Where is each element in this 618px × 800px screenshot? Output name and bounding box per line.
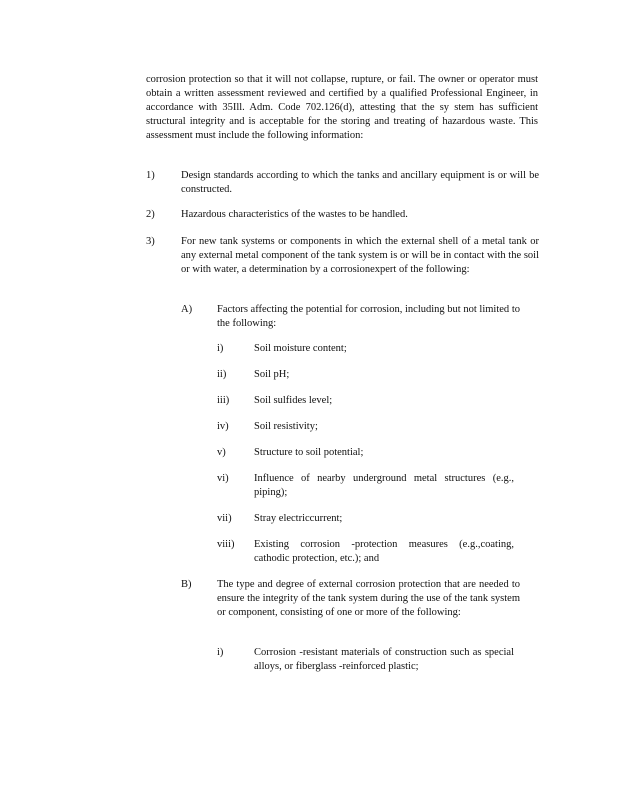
- sub-a-item-text: Influence of nearby underground metal structures (e.g., piping);: [254, 473, 514, 498]
- sub-a-item-number: viii): [217, 539, 235, 550]
- sub-b-text: The type and degree of external corrosion protection that are needed to ensure the integrity of the tank system during the use of the tank system or component, consisting of one or more of the following:: [217, 579, 520, 618]
- sub-a-item-number: iv): [217, 421, 229, 432]
- item-3-number: 3): [146, 236, 155, 247]
- item-3-text: For new tank systems or components in which the external shell of a metal tank or any external metal component of the tank system is or will be in contact with the soil or with water, a determination by a corrosionexpert of the following:: [181, 236, 539, 275]
- item-2-number: 2): [146, 209, 155, 220]
- sub-a-item-text: Existing corrosion -protection measures (e.g.,coating, cathodic protection, etc.); and: [254, 539, 514, 564]
- sub-a-item-number: v): [217, 447, 226, 458]
- sub-a-item-number: ii): [217, 369, 227, 380]
- sub-a-item-text: Stray electriccurrent;: [254, 513, 343, 524]
- sub-a-item-number: iii): [217, 395, 230, 406]
- sub-a-item-number: vii): [217, 513, 232, 524]
- sub-b-number: B): [181, 579, 192, 590]
- sub-b-item-text: Corrosion -resistant materials of construction such as special alloys, or fiberglass -reinforced plastic;: [254, 647, 514, 672]
- item-1-text: Design standards according to which the tanks and ancillary equipment is or will be constructed.: [181, 170, 539, 195]
- sub-a-number: A): [181, 304, 193, 315]
- sub-a-item-text: Soil resistivity;: [254, 421, 318, 432]
- item-1-number: 1): [146, 170, 155, 181]
- sub-a-item-text: Structure to soil potential;: [254, 447, 364, 458]
- sub-a-item-text: Soil sulfides level;: [254, 395, 333, 406]
- sub-a-item-text: Soil moisture content;: [254, 343, 347, 354]
- sub-b-item-number: i): [217, 647, 224, 658]
- item-2-text: Hazardous characteristics of the wastes to be handled.: [181, 209, 408, 220]
- sub-a-item-number: i): [217, 343, 224, 354]
- sub-a-item-number: vi): [217, 473, 229, 484]
- intro-paragraph: corrosion protection so that it will not collapse, rupture, or fail. The owner or operator must obtain a written assessment reviewed and certified by a qualified Professional Engineer, in accordance with 35Ill. Adm. Code 702.126(d), attesting that the sy stem has sufficient structural integrity and is acceptable for the storing and treating of hazardous waste. This assessment must include the following information:: [146, 74, 538, 141]
- sub-a-text: Factors affecting the potential for corrosion, including but not limited to the following:: [217, 304, 520, 329]
- sub-a-item-text: Soil pH;: [254, 369, 290, 380]
